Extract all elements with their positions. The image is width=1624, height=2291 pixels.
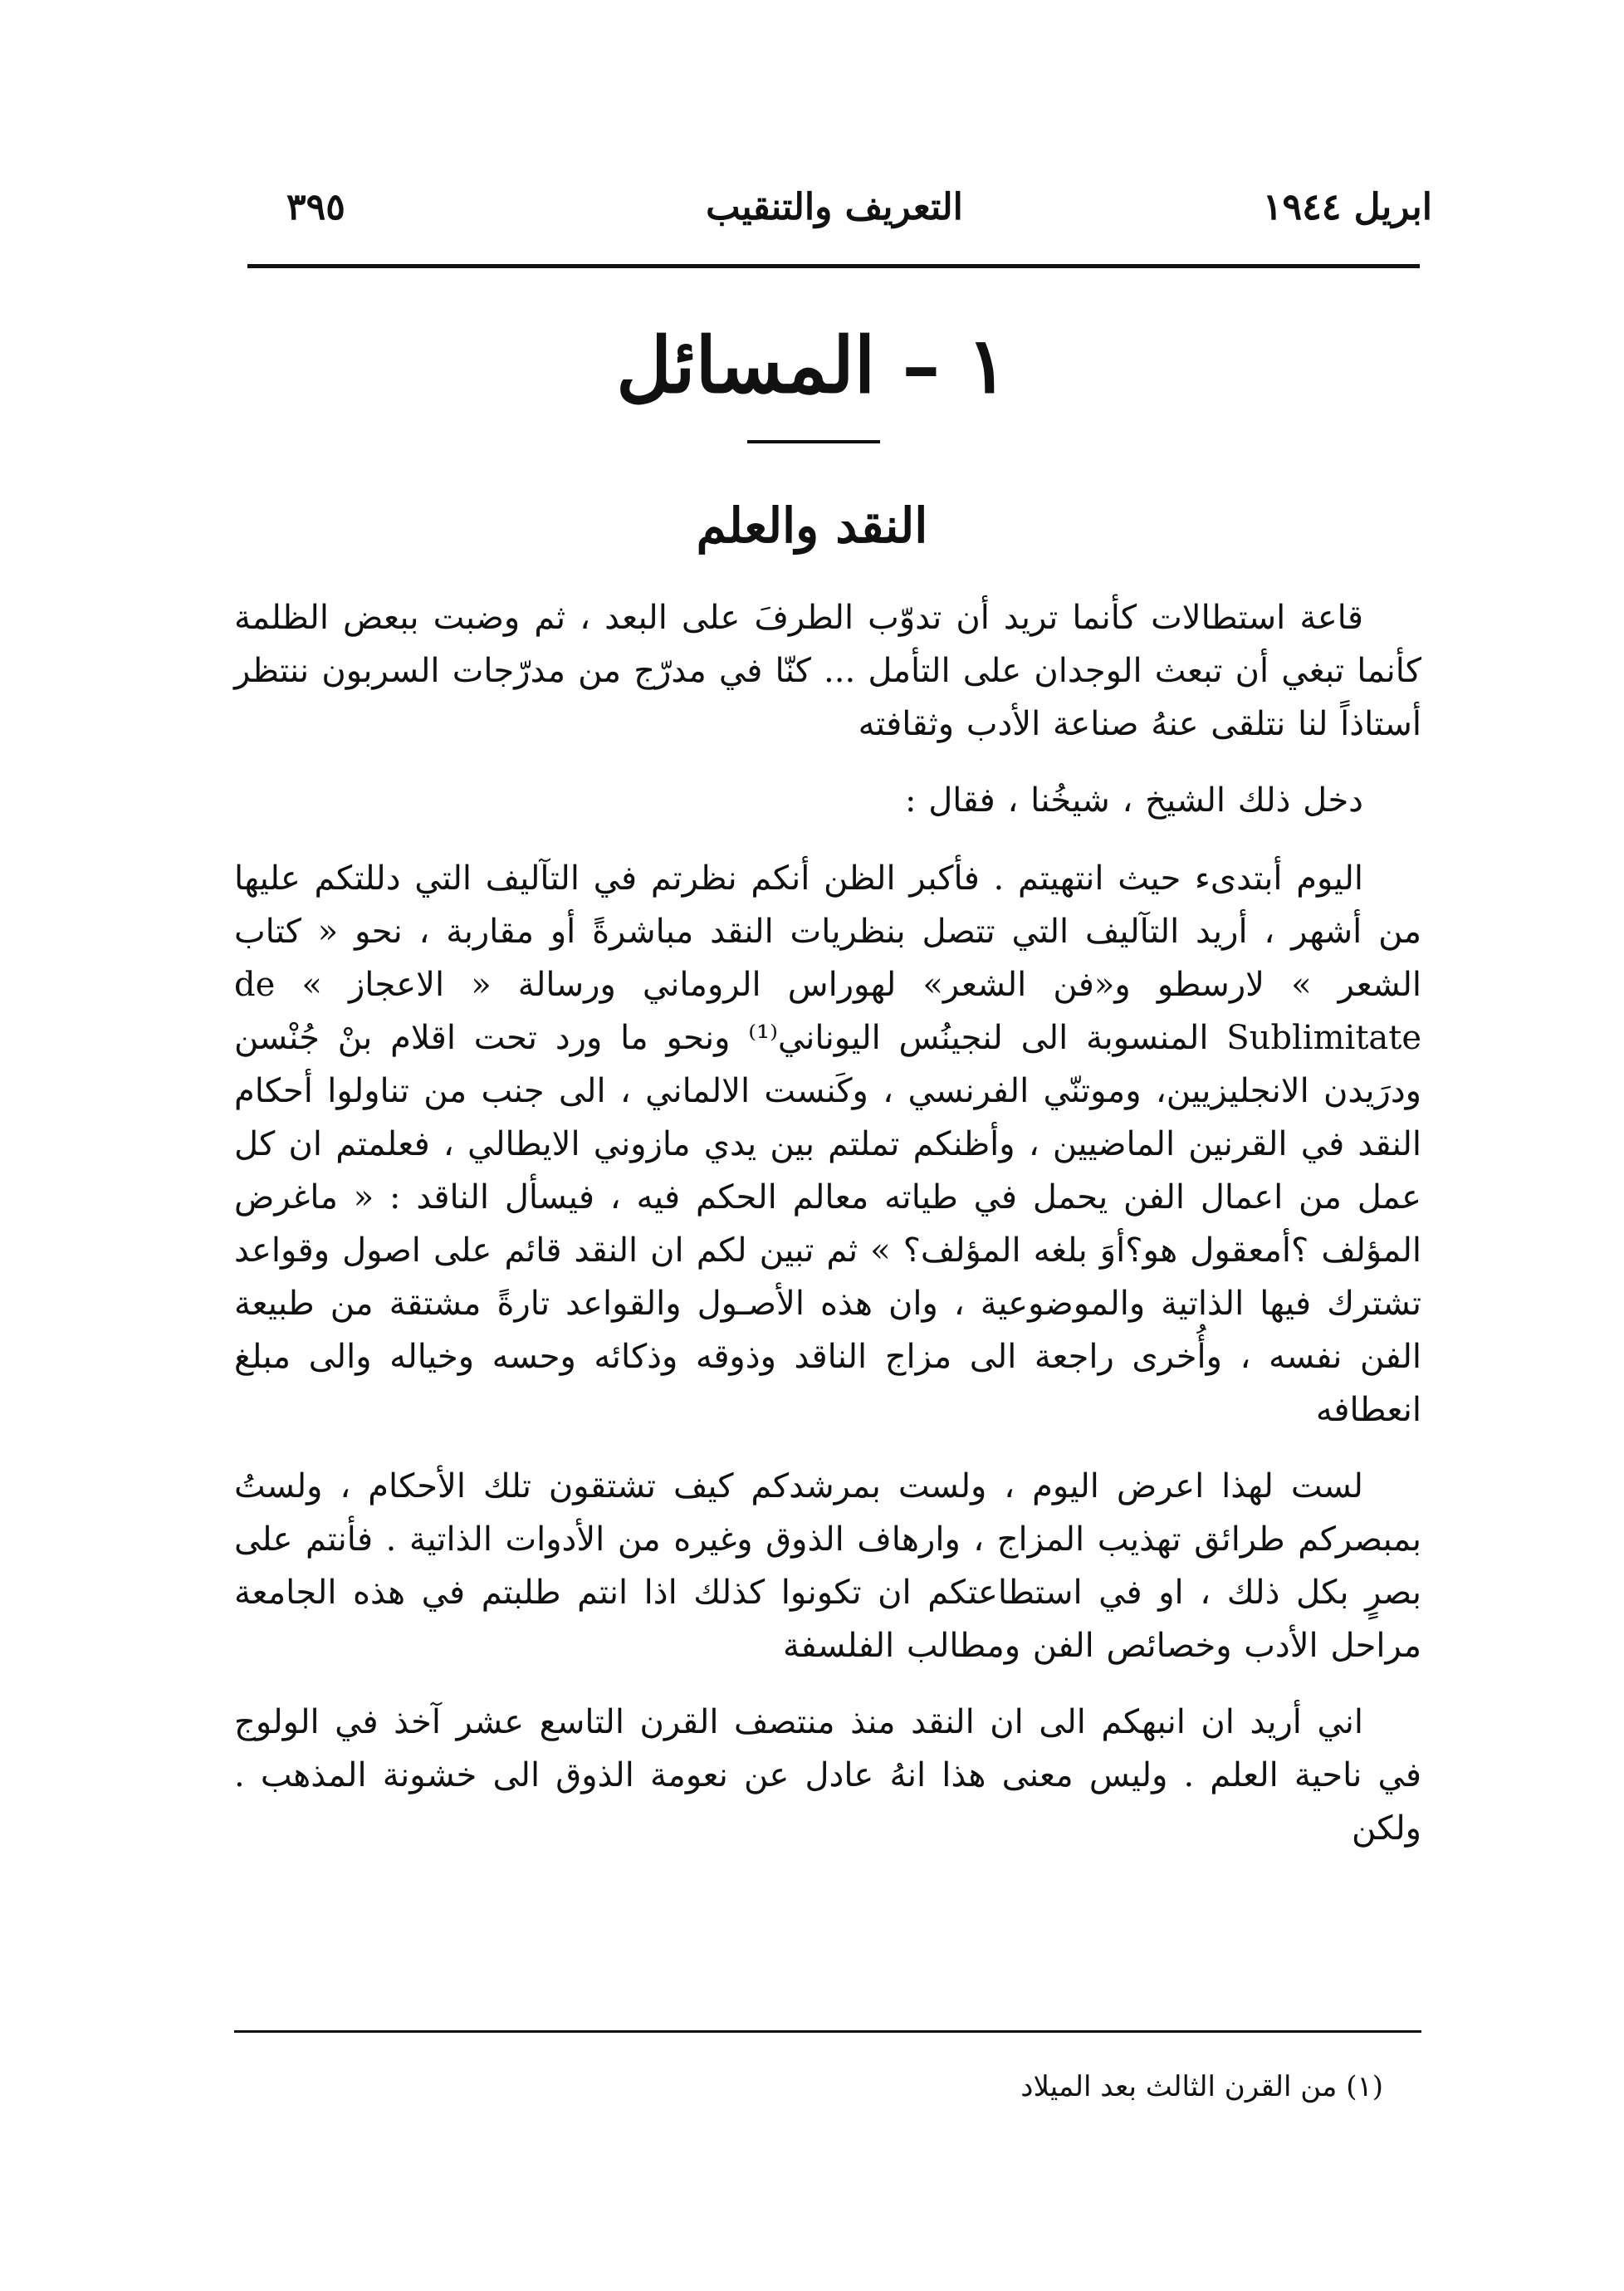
paragraph-2: دخل ذلك الشيخ ، شيخُنا ، فقال : <box>905 781 1363 820</box>
page-number: ٣٩٥ <box>286 186 345 228</box>
title-divider <box>747 440 880 443</box>
running-title: التعريف والتنقيب <box>706 186 963 228</box>
issue-date: ابريل ١٩٤٤ <box>1262 186 1432 228</box>
paragraph-1: قاعة استطالات كأنما تريد أن تدوّب الطرفَ على البعد ، ثم وضبت ببعض الظلمة كأنما تبغي أن تبعث الوجدان على التأمل ... كنّا في مدرّج من مدرّجات السربون ننتظر أستاذاً لنا نتلقى عنهُ صناعة الأدب وثقافته <box>234 599 1421 743</box>
header-rule <box>247 264 1420 268</box>
body-text <box>234 591 1421 1878</box>
paragraph-3: اليوم أبتدىء حيث انتهيتم . فأكبر الظن أنكم نظرتم في التآليف التي دللتكم عليها من أشهر ، أريد التآليف التي تتصل بنظريات النقد مباشرةً أو مقاربة ، نحو « كتاب الشعر » لارسطو و«فن الشعر» لهوراس الروماني ورسالة « الاعجاز » de Sublimitate المنسوبة الى لنجينُس اليوناني⁽¹⁾ ونحو ما ورد تحت اقلام بنْ جُنْسن ودرَيدن الانجليزيين، وموتنّي الفرنسي ، وكَنست الالماني ، الى جنب من تناولوا أحكام النقد في القرنين الماضيين ، وأظنكم تملتم بين يدي مازوني الايطالي ، فعلمتم ان كل عمل من اعمال الفن يحمل في طياته معالم الحكم فيه ، فيسأل الناقد : « ماغرض المؤلف ؟أمعقول هو؟أوَ بلغه المؤلف؟ » ثم تبين لكم ان النقد قائم على اصول وقواعد تشترك فيها الذاتية والموضوعية ، وان هذه الأصـول والقواعد تارةً مشتقة من طبيعة الفن نفسه ، وأُخرى راجعة الى مزاج الناقد وذوقه وذكائه وحسه وخياله والى مبلغ انعطافه <box>234 859 1421 1429</box>
section-title: النقد والعلم <box>696 497 928 554</box>
chapter-title: ١ – المسائل <box>616 321 1008 410</box>
paragraph-4: لست لهذا اعرض اليوم ، ولست بمرشدكم كيف تشتقون تلك الأحكام ، ولستُ بمبصركم طرائق تهذيب المزاج ، وارهاف الذوق وغيره من الأدوات الذاتية . فأنتم على بصرٍ بكل ذلك ، او في استطاعتكم ان تكونوا كذلك اذا انتم طلبتم في هذه الجامعة مراحل الأدب وخصائص الفن ومطالب الفلسفة <box>234 1467 1421 1665</box>
footnote: (١) من القرن الثالث بعد الميلاد <box>1020 2070 1383 2103</box>
footnote-rule <box>234 2030 1421 2033</box>
paragraph-5: اني أريد ان انبهكم الى ان النقد منذ منتصف القرن التاسع عشر آخذ في الولوج في ناحية العلم . وليس معنى هذا انهُ عادل عن نعومة الذوق الى خشونة المذهب . ولكن <box>234 1703 1421 1848</box>
running-header <box>237 179 1432 237</box>
